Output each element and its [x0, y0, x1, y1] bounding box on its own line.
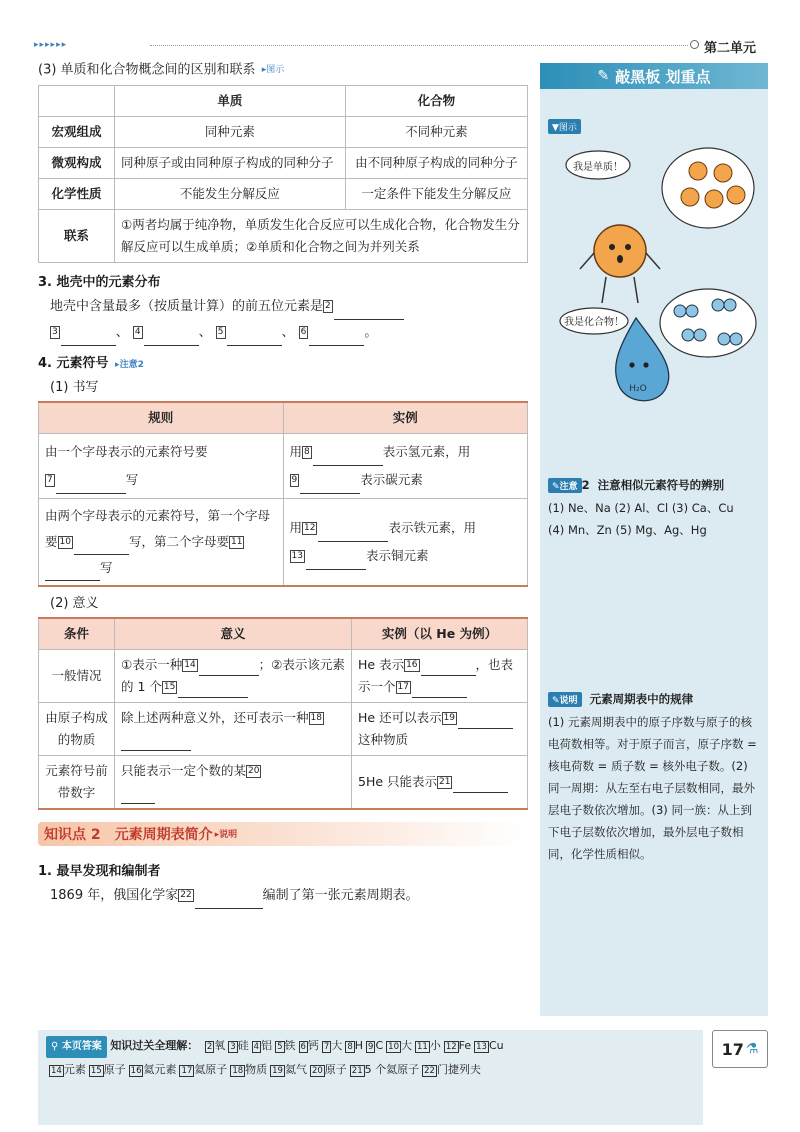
- answer-item: [86, 1063, 126, 1076]
- answer-item: [225, 1039, 248, 1052]
- explain-title-row: ✎说明 元素周期表中的规律: [548, 691, 762, 707]
- cell: 不能发生分解反应: [115, 178, 346, 209]
- answer-num: 3: [230, 1042, 236, 1052]
- note2-line-1: (1) Ne、Na (2) Al、Cl (3) Ca、Cu: [548, 501, 734, 515]
- element-character: [594, 225, 646, 277]
- answer-item: [342, 1039, 363, 1052]
- row-label: 宏观组成: [39, 116, 115, 147]
- compound-compare-table: [38, 85, 528, 263]
- answer-num: 14: [51, 1066, 62, 1076]
- crust-line-1: [38, 294, 528, 320]
- bubble-text-element: 我是单质！: [573, 162, 623, 173]
- answer-text: Fe: [458, 1039, 472, 1052]
- answer-num: 11: [416, 1042, 428, 1052]
- cell: 同种元素: [115, 116, 346, 147]
- cell: 由一个字母表示的元素符号要 7 写: [39, 433, 284, 498]
- fill-blank[interactable]: [61, 332, 116, 346]
- explain-box: [548, 691, 762, 865]
- blank-num: 4: [134, 326, 141, 337]
- header-arrows: ▸▸▸▸▸▸: [34, 40, 68, 50]
- sep: 、: [198, 324, 212, 340]
- answer-text: 铁: [284, 1039, 296, 1052]
- cell: 除上述两种意义外，还可表示一种 18: [115, 702, 352, 755]
- crust-text: 地壳中含量最多（按质量计算）的前五位元素是: [50, 298, 324, 314]
- kp-title: 元素周期表简介: [114, 826, 213, 843]
- col-header-rule: 规则: [39, 402, 284, 434]
- fill-blank[interactable]: [195, 895, 263, 909]
- sep: 、: [281, 324, 295, 340]
- header-circle: [690, 40, 699, 49]
- fill-blank[interactable]: [45, 567, 100, 581]
- cell: He 还可以表示 19 这种物质: [352, 702, 528, 755]
- fill-blank[interactable]: [318, 528, 388, 542]
- col-header-compound: 化合物: [345, 85, 527, 116]
- answer-item: [412, 1039, 441, 1052]
- answer-item: [202, 1039, 225, 1052]
- col-header-element: 单质: [115, 85, 346, 116]
- s3-title-row: [38, 58, 528, 83]
- fill-blank[interactable]: [421, 662, 476, 676]
- chalkboard-icon: ✎: [597, 68, 610, 84]
- answer-item: [227, 1063, 267, 1076]
- answer-num: 19: [272, 1066, 283, 1076]
- key-icon: ⚲: [51, 1041, 59, 1052]
- answer-num: 16: [130, 1066, 142, 1076]
- answer-num: 18: [232, 1066, 244, 1076]
- fill-blank[interactable]: [458, 715, 513, 729]
- note-pill[interactable]: ✎注意: [548, 478, 582, 493]
- page-number: 17: [721, 1039, 744, 1059]
- figure-tag[interactable]: ▸图示: [261, 65, 285, 75]
- answer-item: [363, 1039, 383, 1052]
- period: 。: [364, 324, 378, 340]
- table-row: [39, 147, 528, 178]
- answer-item: [307, 1063, 347, 1076]
- header-rule: [150, 45, 688, 46]
- thought-cloud: [660, 289, 756, 357]
- row-label: 联系: [39, 209, 115, 262]
- answer-item: [272, 1039, 295, 1052]
- answer-text: 氧: [214, 1039, 226, 1052]
- row-label: 元素符号前带数字: [39, 755, 115, 809]
- explain-pill[interactable]: ✎说明: [548, 692, 582, 707]
- table-row: [39, 498, 528, 586]
- answer-text: 元素: [63, 1063, 86, 1076]
- answer-text: 氦气: [284, 1063, 307, 1076]
- fill-blank[interactable]: [309, 332, 364, 346]
- answer-num: 10: [388, 1042, 399, 1052]
- figure-pill[interactable]: ▼图示: [548, 119, 581, 134]
- symbol-title-row: [38, 352, 528, 371]
- link-cell: ①两者均属于纯净物，单质发生化合反应可以生成化合物，化合物发生分解反应可以生成单质；②单质和化合物之间为并列关系: [115, 209, 528, 262]
- row-label: 由原子构成的物质: [39, 702, 115, 755]
- answer-num: 6: [300, 1042, 306, 1052]
- fill-blank[interactable]: [334, 306, 404, 320]
- table-row: [39, 178, 528, 209]
- answer-num: 8: [347, 1042, 353, 1052]
- answers-badge: ⚲ 本页答案: [46, 1036, 107, 1058]
- fill-blank[interactable]: [121, 737, 191, 751]
- sidebar-header: ✎ 敲黑板 划重点: [540, 63, 768, 89]
- fill-blank[interactable]: [178, 684, 248, 698]
- answer-text: C: [375, 1039, 384, 1052]
- answer-num: 2: [206, 1042, 213, 1052]
- note2-title-row: ✎注意 2 注意相似元素符号的辨别: [548, 477, 762, 493]
- cell: 一定条件下能发生分解反应: [345, 178, 527, 209]
- answer-item: [176, 1063, 227, 1076]
- sep: 、: [115, 324, 129, 340]
- blank-num: 5: [217, 326, 224, 337]
- cell: He 表示 16 ，也表示一个 17: [352, 649, 528, 702]
- answer-item: [319, 1039, 342, 1052]
- answer-num: 20: [311, 1066, 323, 1076]
- answer-item: [347, 1063, 419, 1076]
- table-row: [39, 702, 528, 755]
- answer-text: 大: [331, 1039, 343, 1052]
- answer-text: 原子: [324, 1063, 347, 1076]
- answer-item: [419, 1063, 481, 1076]
- answer-item: [267, 1063, 307, 1076]
- fill-blank[interactable]: [227, 332, 282, 346]
- fill-blank[interactable]: [453, 779, 508, 793]
- answer-text: H: [354, 1039, 364, 1052]
- table-row: [39, 755, 528, 809]
- answer-text: 钙: [307, 1039, 319, 1052]
- answer-text: 氦原子: [194, 1063, 228, 1076]
- knowledge-point-bar: [38, 822, 528, 846]
- cell: 不同种元素: [345, 116, 527, 147]
- answers-footer: [38, 1030, 703, 1125]
- row-label: 微观构成: [39, 147, 115, 178]
- cell: 同种原子或由同种原子构成的同种分子: [115, 147, 346, 178]
- explain-tag[interactable]: ▸说明: [214, 830, 238, 840]
- fill-blank[interactable]: [300, 480, 360, 494]
- answer-text: Cu: [488, 1039, 504, 1052]
- blank-num: 2: [325, 300, 331, 311]
- answer-item: [296, 1039, 319, 1052]
- answer-item: [126, 1063, 177, 1076]
- mascot-illustration: [548, 143, 760, 403]
- row-label: 一般情况: [39, 649, 115, 702]
- discover-line: 1869 年，俄国化学家 22 编制了第一张元素周期表。: [38, 883, 528, 909]
- answer-num: 22: [424, 1066, 435, 1076]
- fill-blank[interactable]: [306, 556, 366, 570]
- answer-text: 硅: [237, 1039, 249, 1052]
- fill-blank[interactable]: [74, 541, 129, 555]
- table-row: [39, 649, 528, 702]
- fill-blank[interactable]: [144, 332, 199, 346]
- cell: 由两个字母表示的元素符号，第一个字母要 10 写，第二个字母要 11写: [39, 498, 284, 586]
- bubble-text-compound: 我是化合物！: [564, 317, 624, 328]
- cell: 只能表示一定个数的某 20: [115, 755, 352, 809]
- symbol-meaning-table: [38, 617, 528, 810]
- answer-num: 5: [277, 1042, 283, 1052]
- explain-text: (1) 元素周期表中的原子序数与原子的核电荷数相等。对于原子而言，原子序数 = 核电荷数 = 质子数 = 核外电子数。(2) 同一周期：从左至右电子层数相同，最外层电子数依次增加。(3) 同一族：从上到下电子层数依次增加，最外层电子数相同，化学性质相似。: [548, 715, 757, 861]
- answer-text: 氦元素: [143, 1063, 177, 1076]
- answer-num: 17: [181, 1066, 193, 1076]
- answer-num: 9: [368, 1042, 374, 1052]
- answer-text: 5 个氦原子: [364, 1063, 420, 1076]
- col-header-he-example: 实例（以 He 为例）: [352, 618, 528, 650]
- answers-list-2: [46, 1063, 481, 1076]
- col-header-condition: 条件: [39, 618, 115, 650]
- blank-num: 6: [300, 326, 307, 337]
- answer-item: [249, 1039, 272, 1052]
- answer-num: 21: [351, 1066, 363, 1076]
- answer-text: 小: [429, 1039, 441, 1052]
- answers-line-2: [38, 1058, 703, 1080]
- answers-lead: 知识过关全理解：: [110, 1039, 199, 1052]
- water-label: H₂O: [629, 384, 647, 394]
- blank-num: 3: [52, 326, 58, 337]
- main-column: [38, 58, 528, 909]
- col-header-example: 实例: [283, 402, 528, 434]
- cell: 5He 只能表示 21: [352, 755, 528, 809]
- answer-num: 7: [323, 1042, 330, 1052]
- fill-blank[interactable]: [313, 452, 383, 466]
- cell: 用 12 表示铁元素，用 13 表示铜元素: [283, 498, 528, 586]
- table-row: [39, 433, 528, 498]
- table-corner: [39, 85, 115, 116]
- sidebar: [540, 63, 768, 1016]
- meaning-title: (2) 意义: [50, 595, 99, 611]
- write-title: (1) 书写: [50, 379, 99, 395]
- discover-title: 1. 最早发现和编制者: [38, 863, 161, 879]
- col-header-meaning: 意义: [115, 618, 352, 650]
- answer-item: [46, 1063, 86, 1076]
- answer-text: 物质: [245, 1063, 268, 1076]
- table-row: [39, 116, 528, 147]
- answer-num: 4: [253, 1042, 260, 1052]
- fill-blank[interactable]: [121, 790, 155, 804]
- cell: 由不同种原子构成的同种分子: [345, 147, 527, 178]
- answer-num: 13: [476, 1042, 487, 1052]
- kp-label: 知识点 2: [44, 826, 101, 843]
- fill-blank[interactable]: [56, 480, 126, 494]
- row-label: 化学性质: [39, 178, 115, 209]
- cell: 用 8 表示氢元素，用 9 表示碳元素: [283, 433, 528, 498]
- page-number-box: [712, 1030, 768, 1068]
- answer-text: 门捷列夫: [436, 1063, 481, 1076]
- flask-icon: ⚗: [745, 1041, 759, 1057]
- symbol-title: 4. 元素符号: [38, 355, 109, 371]
- crust-title: 3. 地壳中的元素分布: [38, 274, 161, 290]
- note-tag[interactable]: ▸注意2: [115, 359, 144, 370]
- answer-num: 15: [90, 1066, 102, 1076]
- crust-line-2: [38, 320, 528, 346]
- answer-item: [441, 1039, 471, 1052]
- table-row: [39, 209, 528, 262]
- s3-title: (3) 单质和化合物概念间的区别和联系: [38, 62, 256, 78]
- fill-blank[interactable]: [199, 662, 259, 676]
- answer-item: [383, 1039, 412, 1052]
- answer-text: 大: [400, 1039, 412, 1052]
- fill-blank[interactable]: [412, 684, 467, 698]
- note2-line-2: (4) Mn、Zn (5) Mg、Ag、Hg: [548, 523, 707, 537]
- answer-item: [471, 1039, 503, 1052]
- answer-text: 原子: [103, 1063, 126, 1076]
- answer-num: 12: [445, 1042, 457, 1052]
- answers-line-1: [38, 1030, 703, 1058]
- note2-box: [548, 477, 762, 541]
- cell: ①表示一种 14 ；②表示该元素的 1 个 15: [115, 649, 352, 702]
- symbol-write-table: [38, 401, 528, 587]
- answer-text: 铝: [261, 1039, 273, 1052]
- answers-list-1: [202, 1039, 504, 1052]
- unit-title: 第二单元: [704, 41, 757, 56]
